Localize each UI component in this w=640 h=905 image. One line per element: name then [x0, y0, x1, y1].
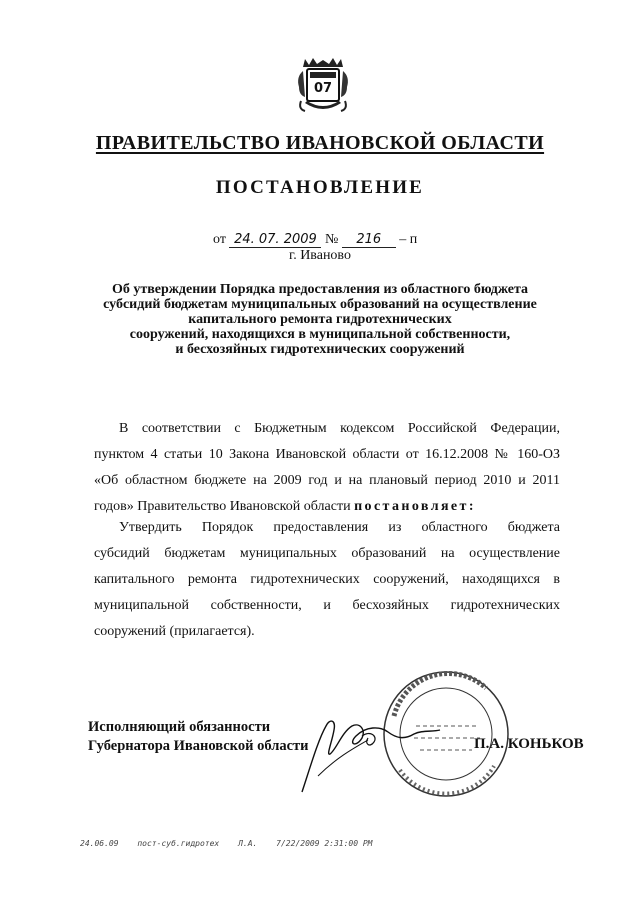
footer-file: пост-суб.гидротех	[137, 839, 220, 848]
signer-name: П.А. КОНЬКОВ	[474, 736, 584, 752]
number-sign: №	[324, 232, 339, 247]
signer-title	[88, 718, 309, 756]
signer-title-line: Губернатора Ивановской области	[88, 738, 309, 754]
handwritten-date: 24. 07. 2009	[229, 232, 321, 248]
paragraph-2	[94, 515, 560, 645]
subject-line: сооружений, находящихся в муниципальной собственности,	[129, 327, 511, 342]
document-type: ПОСТАНОВЛЕНИЕ	[215, 177, 425, 198]
signer-title-line: Исполняющий обязанности	[88, 719, 271, 735]
subject-line: Об утверждении Порядка предоставления из областного бюджета	[111, 282, 529, 297]
footer-author: Л.А.	[238, 839, 258, 848]
svg-text:07: 07	[313, 81, 333, 96]
coat-of-arms-emblem	[295, 57, 351, 115]
footer-date: 24.06.09	[80, 839, 119, 848]
body-text: годов» Правительство Ивановской области	[94, 499, 351, 514]
dateline-suffix: – п	[399, 232, 418, 247]
body-line: Утвердить Порядок предоставления из областного бюджета	[119, 520, 560, 535]
body-line: «Об областном бюджете на 2009 год и на плановый период 2010 и 2011	[94, 473, 560, 488]
body-line: В соответствии с Бюджетным кодексом Российской Федерации,	[119, 421, 560, 436]
paragraph-1	[94, 416, 560, 520]
body-line: сооружений (прилагается).	[94, 624, 255, 639]
government-title: ПРАВИТЕЛЬСТВО ИВАНОВСКОЙ ОБЛАСТИ	[95, 132, 545, 154]
city: г. Иваново	[289, 248, 351, 263]
document-footer	[80, 839, 387, 848]
subject-line: капитального ремонта гидротехнических	[188, 312, 452, 327]
footer-timestamp: 7/22/2009 2:31:00 PM	[276, 839, 373, 848]
subject-line: субсидий бюджетам муниципальных образований на осуществление	[103, 297, 537, 312]
resolution-verb: постановляет:	[354, 499, 476, 514]
body-line: капитального ремонта гидротехнических сооружений, находящихся в	[94, 572, 560, 587]
body-line: пунктом 4 статьи 10 Закона Ивановской области от 16.12.2008 № 160-ОЗ	[94, 447, 560, 462]
subject-line: и бесхозяйных гидротехнических сооружений	[175, 342, 465, 357]
body-line: субсидий бюджетам муниципальных образований на осуществление	[94, 546, 560, 561]
document-dateline	[213, 232, 417, 248]
dateline-prefix: от	[213, 232, 226, 247]
body-line: муниципальной собственности, и бесхозяйных гидротехнических	[94, 598, 560, 613]
handwritten-signature	[296, 696, 446, 796]
document-subject	[40, 282, 600, 357]
handwritten-number: 216	[342, 232, 396, 248]
